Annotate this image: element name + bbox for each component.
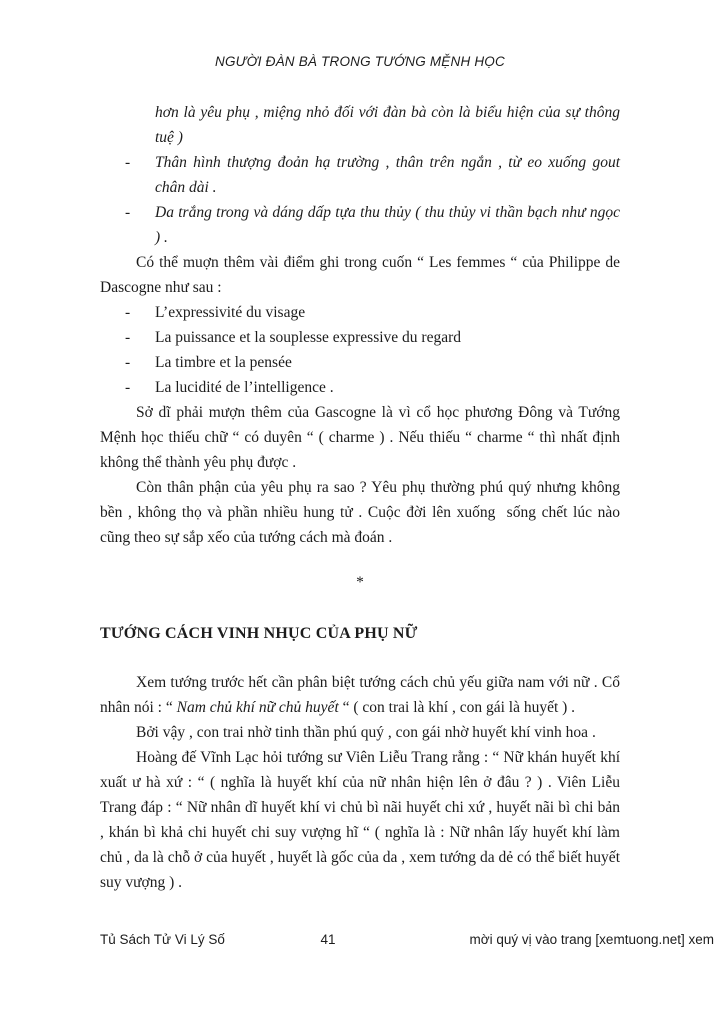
footer-page-number: 41 xyxy=(320,932,336,947)
list-item-text: La timbre et la pensée xyxy=(155,354,292,371)
section-heading: TƯỚNG CÁCH VINH NHỤC CỦA PHỤ NỮ xyxy=(100,625,418,642)
list-item-text: L’expressivité du visage xyxy=(155,304,306,321)
paragraph-les-femmes: Có thể muợn thêm vài điểm ghi trong cuốn “ Les femmes “ của Philippe de Dascogne như sau : xyxy=(100,254,620,296)
paragraph-xem-tuong xyxy=(100,670,620,720)
list-item xyxy=(100,200,620,250)
list-item xyxy=(100,150,620,200)
paragraph-text: “ ( con trai là khí , con gái là huyết ) . xyxy=(338,699,576,716)
dash-bullet: - xyxy=(125,379,131,396)
paragraph-gascogne: Sở dĩ phải mượn thêm của Gascogne là vì cổ học phương Đông và Tướng Mệnh học thiếu chữ “ có duyên “ ( charme ) . Nếu thiếu “ charme “ thì nhất định không thể thành yêu phụ được . xyxy=(100,404,620,471)
dash-bullet: - xyxy=(125,204,131,221)
dash-bullet: - xyxy=(125,154,131,171)
list-item-text: La lucidité de l’intelligence . xyxy=(155,379,334,396)
footer-book-title: Tủ Sách Tử Vi Lý Số xyxy=(100,932,225,947)
list-item-text: La puissance et la souplesse expressive du regard xyxy=(155,329,462,346)
page-body xyxy=(100,100,620,895)
list-item-text: Da trắng trong và dáng dấp tựa thu thủy ( thu thủy vi thần bạch như ngọc ) . xyxy=(155,204,620,246)
paragraph-text: Xem tướng trước hết cần phân biệt tướng cách chủ yếu giữa nam với nữ . Cổ nhân nói : “ xyxy=(100,674,620,716)
list-item xyxy=(100,350,620,375)
list-item xyxy=(100,375,620,400)
paragraph-boi-vay: Bởi vậy , con trai nhờ tinh thần phú quý , con gái nhờ huyết khí vinh hoa . xyxy=(136,724,596,741)
section-separator-asterisk: * xyxy=(356,574,364,591)
list-item-text: Thân hình thượng đoản hạ trường , thân trên ngắn , từ eo xuống gout chân dài . xyxy=(155,154,620,196)
paragraph-than-phan: Còn thân phận của yêu phụ ra sao ? Yêu phụ thường phú quý nhưng không bền , không thọ và phần nhiều hung tử . Cuộc đời lên xuống sống chết lúc nào cũng theo sự sắp xếo của tướng cách mà đoán . xyxy=(100,479,620,546)
list-item xyxy=(100,300,620,325)
page-header-title: NGƯỜI ĐÀN BÀ TRONG TƯỚNG MỆNH HỌC xyxy=(215,54,505,69)
dash-bullet: - xyxy=(125,304,131,321)
dash-bullet: - xyxy=(125,329,131,346)
page-footer xyxy=(0,932,717,954)
list-item xyxy=(100,325,620,350)
dash-bullet: - xyxy=(125,354,131,371)
quoted-phrase: Nam chủ khí nữ chủ huyết xyxy=(176,699,339,716)
footer-site-note: mời quý vị vào trang [xemtuong.net] xem xyxy=(469,932,714,947)
paragraph-hoang-de: Hoàng đế Vĩnh Lạc hỏi tướng sư Viên Liễu Trang rằng : “ Nữ khán huyết khí xuất ư hà xứ : “ ( nghĩa là huyết khí của nữ nhân hiện lên ở đâu ? ) . Viên Liễu Trang đáp : “ Nữ nhân dĩ huyết khí vi chủ bì nãi huyết chi xứ , huyết nãi bì chi bản , khán bì khả chi huyết chi suy vượng hĩ “ ( nghĩa là : Nữ nhân lấy huyết khí làm chủ , da là chỗ ở của huyết , huyết là gốc của da , xem tướng da dẻ có thể biết huyết suy vượng ) . xyxy=(100,749,620,891)
list-item-continuation: hơn là yêu phụ , miệng nhỏ đối với đàn bà còn là biểu hiện của sự thông tuệ ) xyxy=(155,104,620,146)
